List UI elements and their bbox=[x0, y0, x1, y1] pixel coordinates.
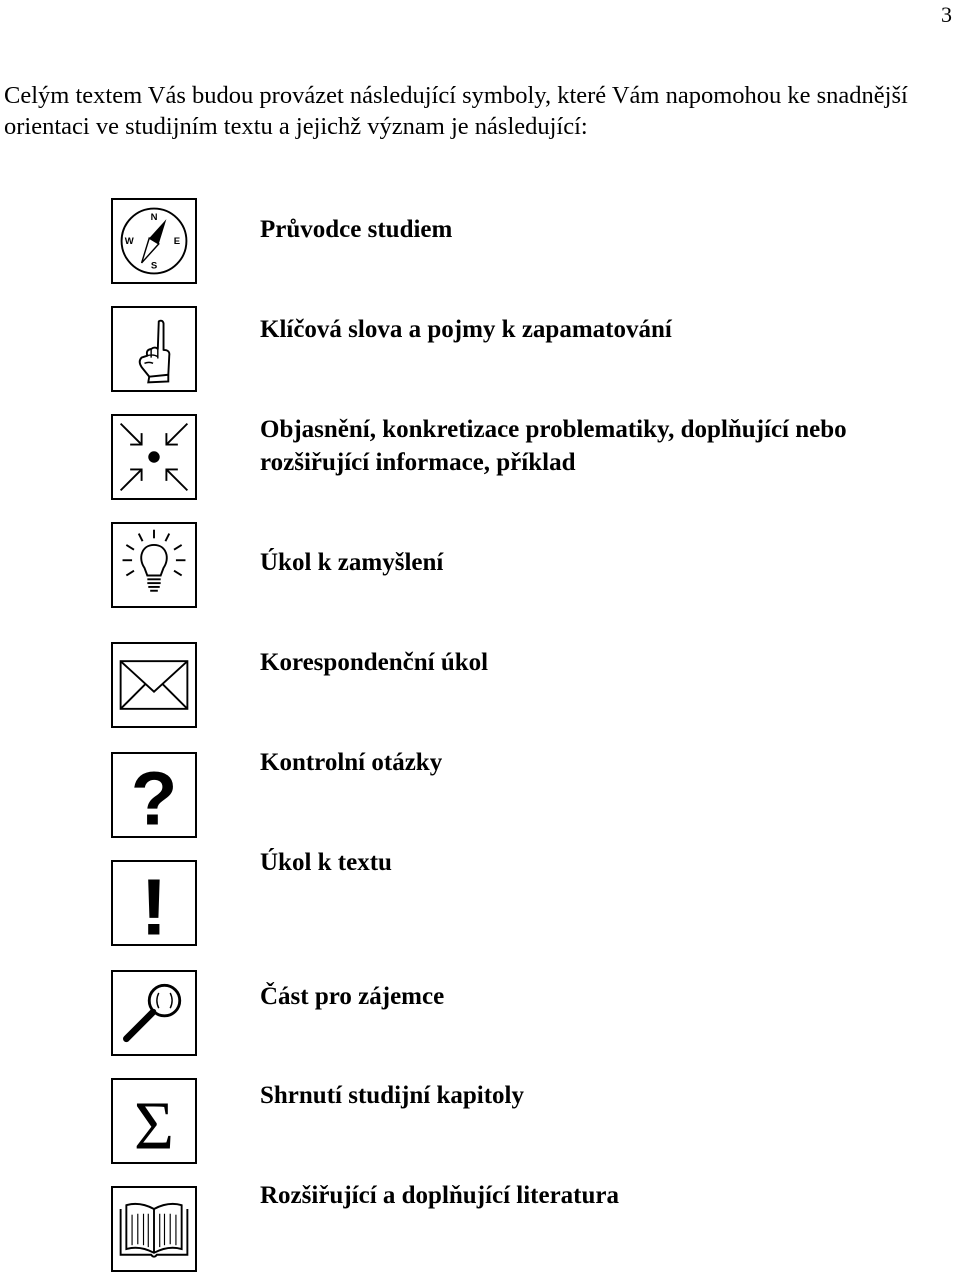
light-bulb-icon bbox=[113, 524, 195, 606]
legend-icon-box-magnifier bbox=[111, 970, 197, 1056]
legend-icon-box-book bbox=[111, 1186, 197, 1272]
page-number: 3 bbox=[941, 2, 952, 27]
converging-arrows-icon bbox=[113, 416, 195, 498]
compass-north-letter: N bbox=[150, 212, 158, 224]
compass-icon bbox=[113, 200, 195, 282]
legend-label-correspondence-task: Korespondenční úkol bbox=[260, 649, 489, 676]
legend-label-literature: Rozšiřující a doplňující literatura bbox=[260, 1182, 619, 1209]
compass-west-letter: W bbox=[124, 235, 134, 247]
legend-icon-box-hand bbox=[111, 306, 197, 392]
legend-icon-box-envelope bbox=[111, 642, 197, 728]
compass-south-letter: S bbox=[150, 260, 158, 272]
legend-label-for-interested: Část pro zájemce bbox=[260, 983, 445, 1010]
envelope-icon bbox=[113, 644, 195, 726]
legend-label-text-task: Úkol k textu bbox=[260, 849, 392, 876]
legend-label-clarification-line-1: Objasnění, konkretizace problematiky, doplňující nebo bbox=[260, 416, 847, 443]
legend-label-keywords: Klíčová slova a pojmy k zapamatování bbox=[260, 316, 672, 343]
sigma-icon bbox=[113, 1080, 195, 1162]
compass-east-letter: E bbox=[173, 235, 181, 247]
legend-icon-box-exclamation bbox=[111, 860, 197, 946]
legend-label-chapter-summary: Shrnutí studijní kapitoly bbox=[260, 1082, 524, 1109]
open-book-icon bbox=[113, 1188, 195, 1270]
intro-paragraph: Celým textem Vás budou provázet následující symboly, které Vám napomohou ke snadnější orientaci ve studijním textu a jejichž význam je následující: bbox=[4, 82, 908, 140]
sigma-glyph: Σ bbox=[134, 1087, 174, 1162]
legend-label-reflection-task: Úkol k zamyšlení bbox=[260, 549, 444, 576]
legend-icon-box-arrows bbox=[111, 414, 197, 500]
question-mark-icon bbox=[113, 754, 195, 836]
exclamation-mark-icon bbox=[113, 862, 195, 944]
legend-label-study-guide: Průvodce studiem bbox=[260, 216, 453, 243]
question-mark-glyph: ? bbox=[130, 756, 178, 836]
legend-icon-box-bulb bbox=[111, 522, 197, 608]
magnifying-glass-icon bbox=[113, 972, 195, 1054]
legend-label-clarification bbox=[260, 413, 950, 479]
legend-icon-box-question bbox=[111, 752, 197, 838]
legend-label-clarification-line-2: rozšiřující informace, příklad bbox=[260, 449, 576, 476]
legend-icon-box-compass bbox=[111, 198, 197, 284]
legend-icon-box-sigma bbox=[111, 1078, 197, 1164]
pointing-hand-icon bbox=[113, 308, 195, 390]
exclamation-mark-glyph: ! bbox=[140, 862, 168, 944]
legend-label-check-questions: Kontrolní otázky bbox=[260, 749, 443, 776]
